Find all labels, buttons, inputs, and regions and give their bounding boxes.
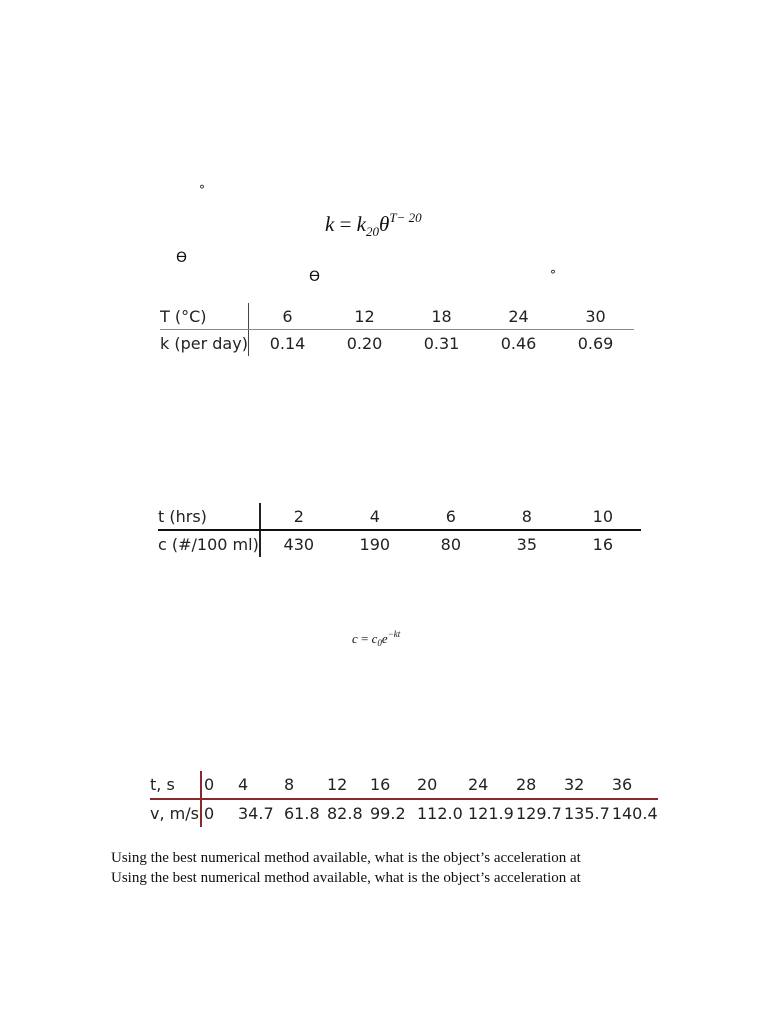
question-text: Using the best numerical method available, what is the object’s acceleration at	[111, 850, 581, 866]
table-cell: 8	[282, 771, 325, 799]
theta-symbol: ϴ	[309, 269, 321, 285]
table-cell: 32	[562, 771, 610, 799]
formula-equals: =	[334, 212, 357, 236]
degree-symbol: °	[199, 183, 205, 197]
table-cell: 135.7	[564, 804, 610, 823]
table-cell: 112.0	[417, 804, 463, 823]
table-cell: 6	[413, 503, 489, 530]
table-cell: 4	[337, 503, 413, 530]
table-cell: 12	[325, 771, 368, 799]
table-cell: 0.14	[269, 333, 306, 353]
formula-e: e	[381, 631, 388, 646]
table-cell: 80	[440, 534, 461, 554]
table-cell: 8	[489, 503, 565, 530]
table-row-label: k (per day)	[160, 330, 249, 357]
table-row	[158, 503, 641, 530]
velocity-table	[150, 771, 658, 827]
table-cell: 24	[480, 303, 557, 330]
table-row	[160, 303, 634, 330]
table-cell: 430	[283, 534, 315, 554]
table-row-label: T (°C)	[160, 303, 249, 330]
table-cell: 0.31	[423, 333, 460, 353]
formula-equals: =	[357, 631, 372, 646]
table-row-label: c (#/100 ml)	[158, 530, 260, 557]
table-cell: 18	[403, 303, 480, 330]
table-cell: 190	[359, 534, 391, 554]
table-row	[160, 330, 634, 357]
table-cell: 0	[204, 804, 215, 823]
table-cell: 20	[415, 771, 466, 799]
theta-symbol: ϴ	[176, 250, 188, 266]
question-text: Using the best numerical method available, what is the object’s acceleration at	[111, 870, 581, 886]
table-cell: 36	[610, 771, 658, 799]
table-cell: 16	[592, 534, 613, 554]
table-cell: 16	[368, 771, 415, 799]
formula-c: c	[352, 631, 358, 646]
table-cell: 82.8	[327, 804, 363, 823]
table-cell: 34.7	[238, 804, 274, 823]
table-cell: 61.8	[284, 804, 320, 823]
table-row	[150, 799, 658, 827]
table-cell: 121.9	[468, 804, 514, 823]
table-row	[158, 530, 641, 557]
table-row-label: v, m/s	[150, 799, 201, 827]
formula-k-base: k	[356, 212, 366, 236]
table-cell: 0.20	[346, 333, 383, 353]
table-cell: 2	[260, 503, 337, 530]
table-cell: 140.4	[611, 804, 658, 823]
table-cell: 0.46	[500, 333, 537, 353]
table-cell: 24	[466, 771, 514, 799]
table-cell: 99.2	[370, 804, 406, 823]
table-cell: 4	[236, 771, 282, 799]
table-cell: 35	[516, 534, 537, 554]
table-cell: 0	[201, 771, 236, 799]
formula-c-base: c	[371, 631, 378, 646]
table-cell: 129.7	[516, 804, 562, 823]
formula-exponent: −kt	[387, 629, 401, 639]
formula-c-subscript: 0	[377, 638, 382, 648]
table-row-label: t (hrs)	[158, 503, 260, 530]
table-row	[150, 771, 658, 799]
table-cell: 12	[326, 303, 403, 330]
table-cell: 0.69	[577, 333, 614, 353]
table-cell: 30	[557, 303, 634, 330]
table-row-label: t, s	[150, 771, 201, 799]
concentration-table	[158, 503, 641, 557]
formula-k-subscript: 20	[366, 224, 379, 239]
formula-k: k	[325, 212, 335, 236]
rate-constant-formula	[325, 210, 422, 240]
table-cell: 6	[249, 303, 327, 330]
table-cell: 28	[514, 771, 562, 799]
formula-theta: θ	[379, 212, 390, 236]
decay-formula	[352, 629, 400, 648]
table-cell: 10	[565, 503, 641, 530]
formula-exponent: T− 20	[389, 210, 422, 225]
degree-symbol: °	[550, 268, 556, 282]
temperature-rate-table	[160, 303, 634, 356]
